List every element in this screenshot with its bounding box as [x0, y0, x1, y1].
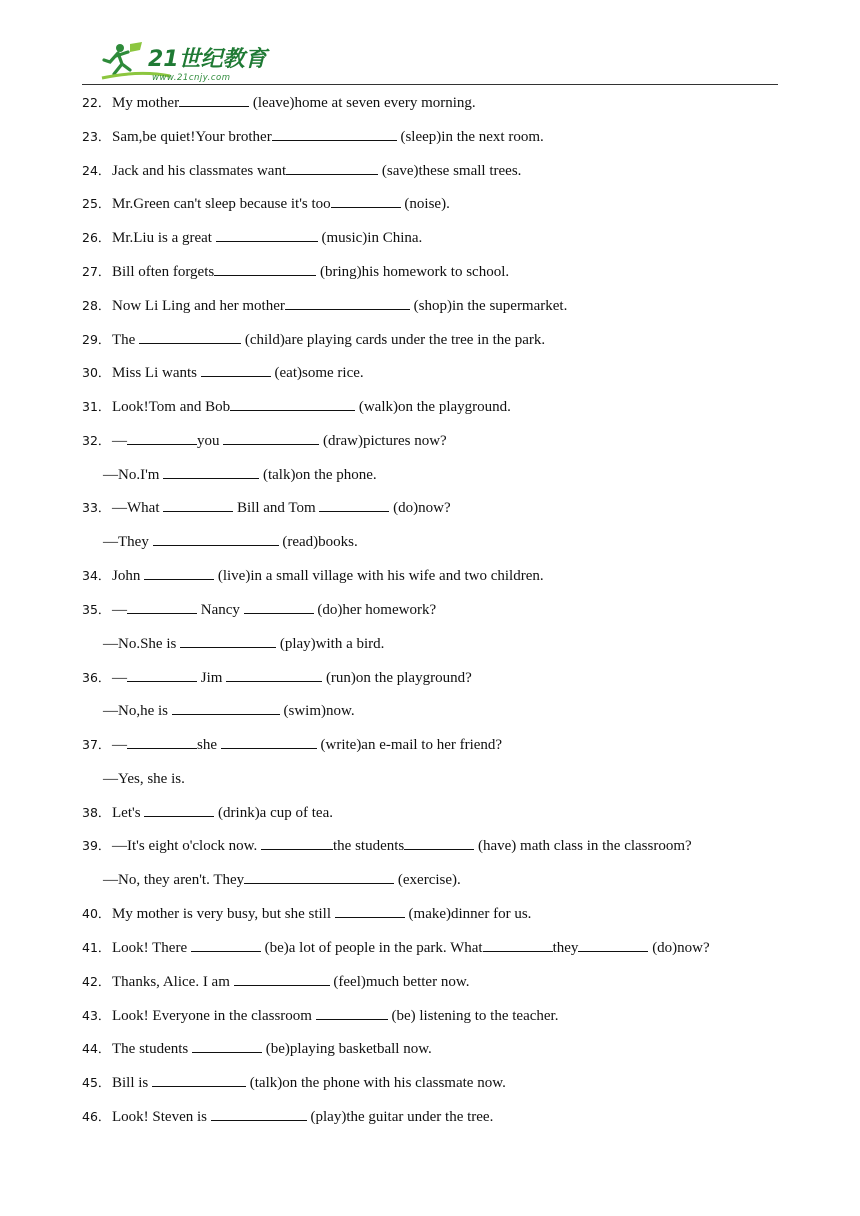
- answer-blank[interactable]: [404, 835, 474, 850]
- question-text: [103, 869, 461, 891]
- answer-blank[interactable]: [223, 430, 319, 445]
- answer-blank[interactable]: [272, 126, 397, 141]
- question-number: 43．: [82, 1008, 111, 1023]
- answer-blank[interactable]: [244, 599, 314, 614]
- text-segment: (read)books.: [278, 534, 358, 550]
- answer-blank[interactable]: [230, 396, 355, 411]
- question-number: 26．: [82, 230, 111, 245]
- question-number: 29．: [82, 332, 111, 347]
- question-line: [0, 497, 860, 519]
- question-text: [112, 227, 422, 249]
- question-line: [0, 531, 860, 553]
- svg-text:www.21cnjy.com: www.21cnjy.com: [152, 73, 231, 83]
- question-text: [112, 802, 333, 824]
- text-segment: (feel)much better now.: [329, 974, 470, 990]
- question-text: [103, 768, 185, 790]
- question-text: [112, 261, 509, 283]
- question-number: 46．: [82, 1109, 111, 1124]
- text-segment: (shop)in the supermarket.: [409, 298, 568, 314]
- text-segment: Let's: [112, 805, 145, 821]
- text-segment: Bill often forgets: [112, 264, 215, 280]
- text-segment: they: [552, 940, 579, 956]
- question-line: [0, 92, 860, 114]
- text-segment: you: [197, 433, 224, 449]
- question-number: 25．: [82, 196, 111, 211]
- text-segment: —No.She is: [103, 636, 181, 652]
- question-line: [0, 599, 860, 621]
- question-number: 22．: [82, 95, 111, 110]
- answer-blank[interactable]: [335, 903, 405, 918]
- text-segment: (do)now?: [648, 940, 710, 956]
- question-line: [0, 565, 860, 587]
- answer-blank[interactable]: [153, 531, 279, 546]
- text-segment: (leave)home at seven every morning.: [252, 95, 476, 111]
- question-number: 38．: [82, 805, 111, 820]
- question-number: 44．: [82, 1041, 111, 1056]
- question-number: 24．: [82, 163, 111, 178]
- text-segment: The students: [112, 1041, 192, 1057]
- question-text: [112, 903, 531, 925]
- text-segment: —Yes, she is.: [103, 771, 185, 787]
- question-number: 42．: [82, 974, 111, 989]
- question-line: [0, 1106, 860, 1128]
- text-segment: (noise).: [400, 196, 450, 212]
- answer-blank[interactable]: [163, 497, 233, 512]
- text-segment: (talk)on the phone with his classmate now.: [246, 1075, 506, 1091]
- text-segment: the students: [333, 838, 405, 854]
- question-text: [112, 396, 511, 418]
- text-segment: Mr.Green can't sleep because it's too: [112, 196, 331, 212]
- answer-blank[interactable]: [483, 937, 553, 952]
- text-segment: (bring)his homework to school.: [316, 264, 510, 280]
- text-segment: (play)with a bird.: [276, 636, 385, 652]
- question-line: [0, 700, 860, 722]
- question-text: [112, 362, 364, 384]
- text-segment: My mother: [112, 95, 180, 111]
- question-text: [112, 734, 502, 756]
- text-segment: —: [112, 433, 127, 449]
- text-segment: Jack and his classmates want: [112, 163, 287, 179]
- answer-blank[interactable]: [234, 971, 330, 986]
- answer-blank[interactable]: [127, 430, 197, 445]
- answer-blank[interactable]: [221, 734, 317, 749]
- question-number: 45．: [82, 1075, 111, 1090]
- answer-blank[interactable]: [163, 464, 259, 479]
- text-segment: The: [112, 332, 140, 348]
- answer-blank[interactable]: [192, 1038, 262, 1053]
- text-segment: (live)in a small village with his wife and two children.: [214, 568, 544, 584]
- question-text: [112, 92, 476, 114]
- question-text: [112, 565, 544, 587]
- text-segment: (run)on the playground?: [322, 670, 472, 686]
- text-segment: —: [112, 602, 127, 618]
- question-line: [0, 160, 860, 182]
- question-line: [0, 193, 860, 215]
- answer-blank[interactable]: [191, 937, 261, 952]
- question-number: 31．: [82, 399, 111, 414]
- question-line: [0, 1072, 860, 1094]
- question-line: [0, 869, 860, 891]
- text-segment: Look! There: [112, 940, 191, 956]
- answer-blank[interactable]: [144, 802, 214, 817]
- question-number: 23．: [82, 129, 111, 144]
- question-line: [0, 295, 860, 317]
- text-segment: Thanks, Alice. I am: [112, 974, 234, 990]
- text-segment: Look! Steven is: [112, 1109, 211, 1125]
- text-segment: Now Li Ling and her mother: [112, 298, 285, 314]
- answer-blank[interactable]: [172, 700, 280, 715]
- text-segment: (music)in China.: [317, 230, 423, 246]
- question-text: [112, 295, 567, 317]
- question-number: 37．: [82, 737, 111, 752]
- question-number: 33．: [82, 500, 111, 515]
- text-segment: (do)her homework?: [313, 602, 437, 618]
- text-segment: (exercise).: [394, 872, 461, 888]
- question-number: 28．: [82, 298, 111, 313]
- svg-text:21世纪教育: 21世纪教育: [148, 47, 267, 72]
- text-segment: —What: [112, 500, 164, 516]
- answer-blank[interactable]: [578, 937, 648, 952]
- text-segment: (play)the guitar under the tree.: [306, 1109, 494, 1125]
- answer-blank[interactable]: [179, 92, 249, 107]
- answer-blank[interactable]: [216, 227, 318, 242]
- question-number: 41．: [82, 940, 111, 955]
- answer-blank[interactable]: [286, 160, 378, 175]
- answer-blank[interactable]: [127, 667, 197, 682]
- text-segment: Nancy: [197, 602, 244, 618]
- text-segment: John: [112, 568, 145, 584]
- question-line: [0, 971, 860, 993]
- question-text: [112, 430, 447, 452]
- question-text: [112, 126, 544, 148]
- question-line: [0, 667, 860, 689]
- question-line: [0, 633, 860, 655]
- question-text: [103, 531, 358, 553]
- text-segment: —They: [103, 534, 153, 550]
- answer-blank[interactable]: [144, 565, 214, 580]
- question-line: [0, 261, 860, 283]
- question-text: [103, 700, 355, 722]
- text-segment: (draw)pictures now?: [319, 433, 447, 449]
- text-segment: Look!Tom and Bob: [112, 399, 231, 415]
- 21cnjy-logo: [100, 40, 270, 84]
- question-number: 32．: [82, 433, 111, 448]
- question-number: 35．: [82, 602, 111, 617]
- question-number: 39．: [82, 838, 111, 853]
- question-text: [112, 1106, 493, 1128]
- text-segment: (make)dinner for us.: [404, 906, 532, 922]
- text-segment: (walk)on the playground.: [355, 399, 511, 415]
- question-line: [0, 1005, 860, 1027]
- question-line: [0, 227, 860, 249]
- text-segment: —No.I'm: [103, 467, 164, 483]
- text-segment: —No,he is: [103, 703, 172, 719]
- text-segment: (be)playing basketball now.: [262, 1041, 432, 1057]
- text-segment: —It's eight o'clock now.: [112, 838, 261, 854]
- answer-blank[interactable]: [331, 193, 401, 208]
- text-segment: (drink)a cup of tea.: [214, 805, 333, 821]
- question-text: [112, 937, 710, 959]
- text-segment: Bill is: [112, 1075, 153, 1091]
- question-line: [0, 1038, 860, 1060]
- question-line: [0, 464, 860, 486]
- question-text: [112, 835, 692, 857]
- text-segment: (swim)now.: [279, 703, 355, 719]
- text-segment: (sleep)in the next room.: [396, 129, 544, 145]
- answer-blank[interactable]: [214, 261, 316, 276]
- question-text: [112, 160, 521, 182]
- answer-blank[interactable]: [127, 599, 197, 614]
- text-segment: Miss Li wants: [112, 365, 201, 381]
- question-number: 27．: [82, 264, 111, 279]
- answer-blank[interactable]: [319, 497, 389, 512]
- text-segment: (talk)on the phone.: [259, 467, 377, 483]
- question-line: [0, 734, 860, 756]
- text-segment: (save)these small trees.: [378, 163, 522, 179]
- question-line: [0, 903, 860, 925]
- question-line: [0, 396, 860, 418]
- question-text: [112, 667, 472, 689]
- text-segment: —: [112, 737, 127, 753]
- question-number: 30．: [82, 365, 111, 380]
- answer-blank[interactable]: [152, 1072, 246, 1087]
- question-text: [112, 193, 450, 215]
- text-segment: Mr.Liu is a great: [112, 230, 216, 246]
- question-number: 34．: [82, 568, 111, 583]
- text-segment: —No, they aren't. They: [103, 872, 245, 888]
- text-segment: (have) math class in the classroom?: [474, 838, 692, 854]
- answer-blank[interactable]: [127, 734, 197, 749]
- text-segment: (do)now?: [389, 500, 451, 516]
- question-text: [112, 971, 469, 993]
- answer-blank[interactable]: [226, 667, 322, 682]
- text-segment: (child)are playing cards under the tree in the park.: [241, 332, 546, 348]
- question-line: [0, 126, 860, 148]
- question-number: 36．: [82, 670, 111, 685]
- answer-blank[interactable]: [180, 633, 276, 648]
- answer-blank[interactable]: [201, 362, 271, 377]
- header-divider: [82, 84, 778, 85]
- answer-blank[interactable]: [261, 835, 333, 850]
- text-segment: (be) listening to the teacher.: [387, 1008, 559, 1024]
- question-text: [112, 599, 436, 621]
- answer-blank[interactable]: [139, 329, 241, 344]
- question-line: [0, 835, 860, 857]
- question-text: [112, 329, 545, 351]
- question-line: [0, 329, 860, 351]
- text-segment: (eat)some rice.: [270, 365, 364, 381]
- page-header: [0, 0, 860, 90]
- question-text: [112, 1072, 506, 1094]
- answer-blank[interactable]: [316, 1005, 388, 1020]
- text-segment: (be)a lot of people in the park. What: [260, 940, 483, 956]
- question-text: [103, 464, 377, 486]
- text-segment: she: [197, 737, 221, 753]
- text-segment: (write)an e-mail to her friend?: [316, 737, 503, 753]
- question-number: 40．: [82, 906, 111, 921]
- answer-blank[interactable]: [211, 1106, 307, 1121]
- question-line: [0, 362, 860, 384]
- question-line: [0, 937, 860, 959]
- question-line: [0, 430, 860, 452]
- question-text: [103, 633, 384, 655]
- text-segment: Jim: [197, 670, 227, 686]
- question-line: [0, 768, 860, 790]
- text-segment: —: [112, 670, 127, 686]
- text-segment: Sam,be quiet!Your brother: [112, 129, 272, 145]
- text-segment: My mother is very busy, but she still: [112, 906, 335, 922]
- question-line: [0, 802, 860, 824]
- answer-blank[interactable]: [244, 869, 394, 884]
- text-segment: Look! Everyone in the classroom: [112, 1008, 316, 1024]
- text-segment: Bill and Tom: [233, 500, 320, 516]
- question-text: [112, 497, 451, 519]
- question-text: [112, 1005, 558, 1027]
- answer-blank[interactable]: [285, 295, 410, 310]
- question-text: [112, 1038, 432, 1060]
